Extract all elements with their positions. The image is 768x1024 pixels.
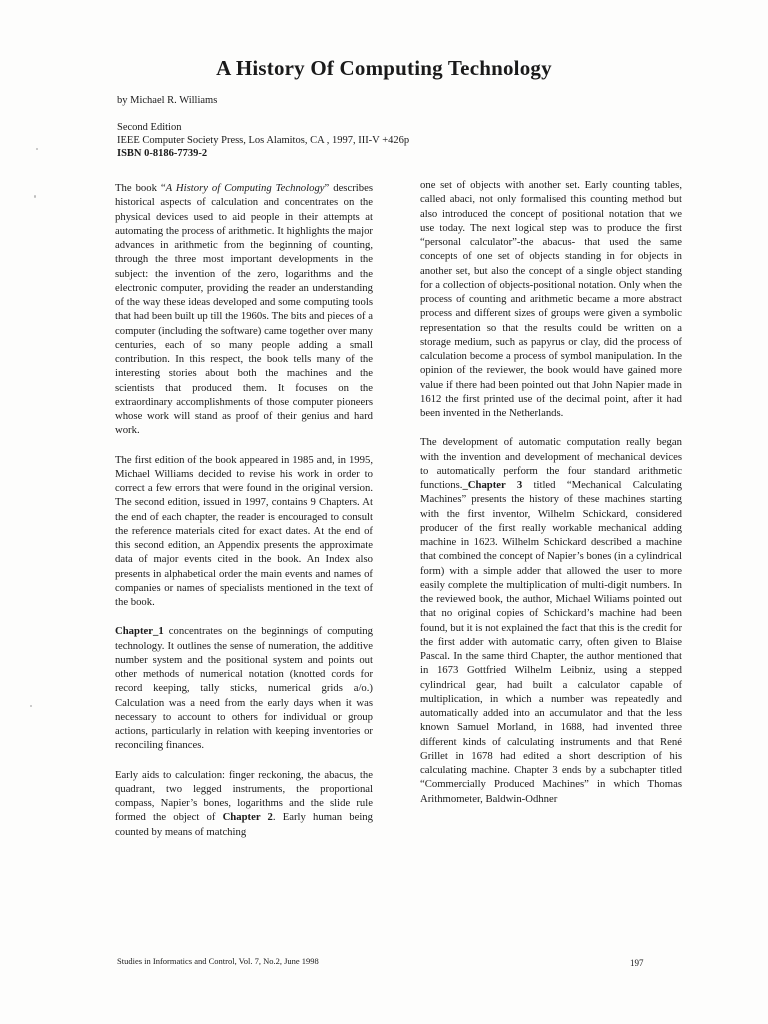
scan-speck bbox=[36, 148, 38, 150]
text-run: concentrates on the beginnings of computing technology. It outlines the sense of numeration, the additive number system and the positional system and points out other methods of numerical notation (knotted cords for record keeping, tally sticks, numerical grids a/o.) Calculation was a need from the early days when it was necessary to account to others for individual or group actions, particularly in relation with keeping inventories or reconciling finances. bbox=[115, 625, 373, 752]
paragraph: The first edition of the book appeared in 1985 and, in 1995, Michael Williams decided to revise his work in order to correct a few errors that were found in the original version. The second edition, issued in 1997, contains 9 Chapters. At the end of each chapter, the reader is encouraged to consult the reference materials cited for exact dates. At the end of this second edition, an Appendix presents the approximate data of major events cited in the book. An Index also presents in alphabetical order the main events and names of companies or names of specialists mentioned in the text of the book. bbox=[115, 453, 373, 608]
text-run: The development of automatic computation really began with the invention and development of mechanical devices to automatically perform the four standard arithmetic functions. bbox=[420, 436, 682, 491]
page-number: 197 bbox=[630, 958, 644, 968]
paragraph bbox=[115, 768, 373, 839]
book-title-italic: A History of Computing Technology bbox=[165, 182, 325, 194]
article-title: A History Of Computing Technology bbox=[216, 56, 552, 80]
paragraph bbox=[420, 435, 682, 806]
scan-speck bbox=[30, 705, 32, 707]
text-run: Early aids to calculation: finger reckoning, the abacus, the quadrant, two legged instruments, the proportional compass, Napier’s bones, logarithms and the slide rule formed the object of bbox=[115, 768, 373, 824]
chapter-label: _Chapter 3 bbox=[462, 479, 523, 491]
paragraph bbox=[115, 181, 373, 438]
text-run: . Early human being counted by means of matching bbox=[115, 811, 373, 838]
text-run: The book “ bbox=[115, 182, 166, 194]
left-column bbox=[115, 181, 373, 854]
text-run: titled “Mechanical Calculating Machines” presents the history of these machines starting with the first inventor, Wilhelm Schickard, considered producer of the first really workable mechanical adding machine in 1623. Wilhelm Schickard described a machine that combined the concept of Napier’s bones (in a cylindrical form) with a simple adder that allowed the user to more easily complete the multiplication of multi-digit numbers. In the reviewed book, the author, Michael Wiliams pointed out that no original copies of Schickard’s machine had been found, but it is not explained the fact that this is the credit for the first adder with automatic carry, often given to Blaise Pascal. In the same third Chapter, the author mentioned that in 1673 Gottfried Wilhelm Leibniz, using a stepped cylindrical gear, had built a calculator capable of multiplication, in which a number was repeatedly and automatically added into an accumulator and that the less known Samuel Morland, in 1688, had invented three different kinds of calculating instruments and that René Grillet in 1678 had edited a short description of his calculating machine. Chapter 3 ends by a subchapter titled “Commercially Produced Machines” in which Thomas Arithmometer, Baldwin-Odhner bbox=[420, 479, 682, 805]
chapter-label: Chapter_1 bbox=[115, 625, 164, 638]
edition: Second Edition bbox=[117, 122, 182, 133]
isbn: ISBN 0-8186-7739-2 bbox=[117, 148, 208, 159]
publication-info bbox=[117, 121, 409, 160]
text-run: ” describes historical aspects of calculation and concentrates on the physical devices used to aid people in their attempts at automating the process of arithmetic. It highlights the major advances in arithmetic from the beginning of counting, through the three most important developments in the subject: the invention of the zero, logarithms and the electronic computer, providing the reader an understanding of the way these ideas developed and some computing tools that had been built up till the 1960s. The bits and pieces of a computer (including the software) came together over many centuries, each of so many people adding a small contribution. In this respect, the book tells many of the interesting stories about both the machines and the scientists that produced them. It focuses on the extraordinary accomplishments of those computer pioneers whose work will stand as proof of their genius and hard work. bbox=[115, 182, 373, 437]
byline: by Michael R. Williams bbox=[117, 95, 218, 106]
publisher-line: IEEE Computer Society Press, Los Alamitos, CA , 1997, III-V +426p bbox=[117, 135, 410, 146]
paragraph bbox=[115, 624, 373, 752]
paragraph: one set of objects with another set. Early counting tables, called abaci, not only formalised this counting method but also introduced the concept of positional notation that we use today. The next logical step was to produce the first “personal calculator”-the abacus- that used the same concepts of one set of objects standing in for objects in another set, but also the concept of a single object standing for a collection of objects-positional notation. Only when the process of counting and arithmetic became a more abstract process and different sizes of groups were given a symbolic representation so that the results could be written on a storage medium, such as papyrus or clay, did the process of calculation become a process of symbol manipulation. In the opinion of the reviewer, the book would have gained more value if there had been pointed out that John Napier made in 1612 the first printed use of the decimal point, after it had been invented in the Netherlands. bbox=[420, 179, 682, 419]
scan-speck bbox=[34, 195, 36, 198]
right-column bbox=[420, 178, 682, 821]
journal-footer: Studies in Informatics and Control, Vol. 7, No.2, June 1998 bbox=[117, 956, 319, 966]
chapter-label: Chapter 2 bbox=[222, 811, 273, 824]
